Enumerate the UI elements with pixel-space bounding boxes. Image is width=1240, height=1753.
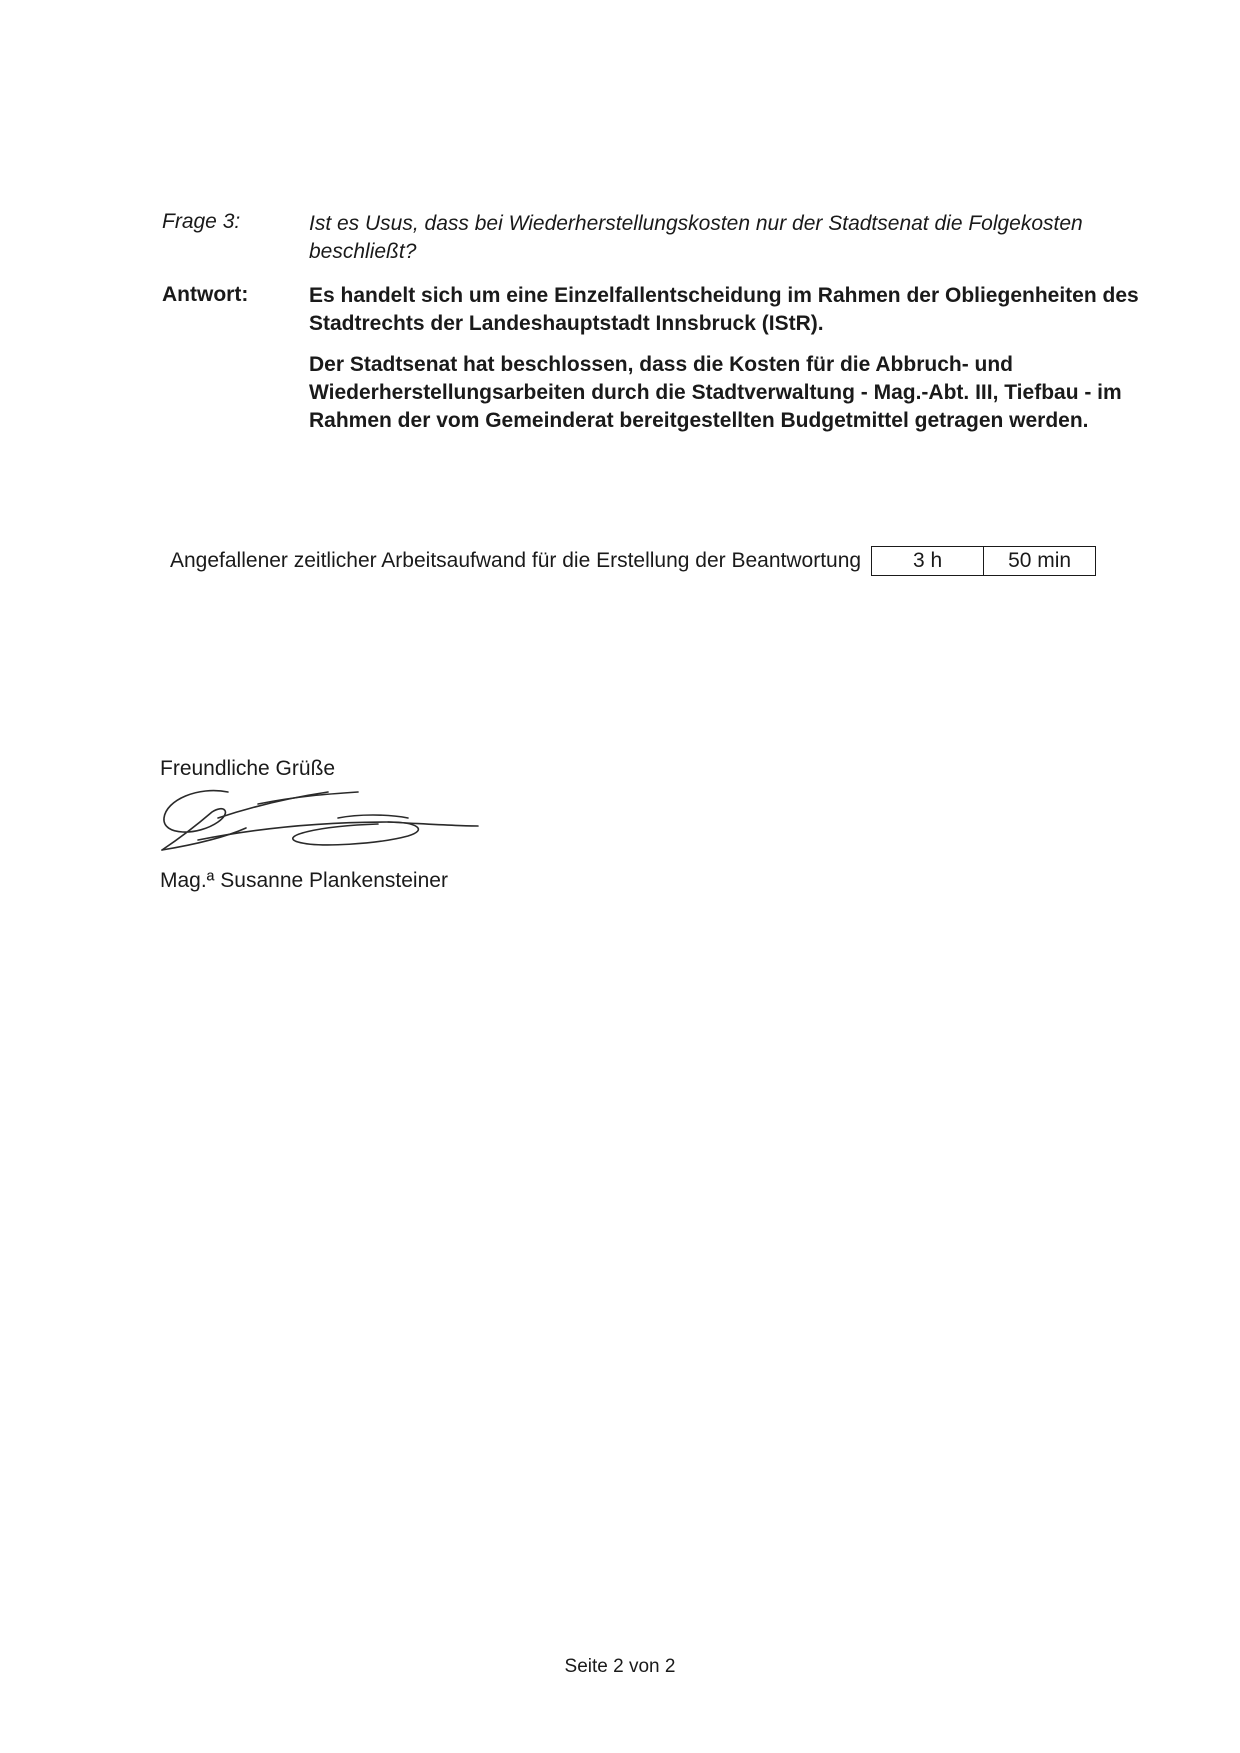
effort-minutes: 50 min: [1008, 549, 1072, 572]
greeting: Freundliche Grüße: [160, 757, 336, 780]
effort-row: [170, 546, 1096, 576]
signer-name: Mag.ª Susanne Plankensteiner: [160, 869, 448, 892]
answer-label: Antwort:: [162, 283, 249, 306]
effort-hours: 3 h: [872, 547, 984, 575]
answer-paragraph-1: Es handelt sich um eine Einzelfallentscheidung im Rahmen der Obliegenheiten des Stadtrechts der Landeshauptstadt Innsbruck (IStR).: [309, 284, 1139, 335]
effort-label: Angefallener zeitlicher Arbeitsaufwand für die Erstellung der Beantwortung: [170, 549, 862, 572]
question-label: Frage 3:: [162, 210, 241, 233]
answer-paragraph-2: Der Stadtsenat hat beschlossen, dass die Kosten für die Abbruch- und Wiederherstellungsarbeiten durch die Stadtverwaltung - Mag.-Abt. III, Tiefbau - im Rahmen der vom Gemeinderat bereitgestellten Budgetmittel getragen werden.: [309, 353, 1122, 432]
effort-box: [871, 546, 1096, 576]
page-number: Seite 2 von 2: [564, 1656, 676, 1677]
question-text: Ist es Usus, dass bei Wiederherstellungskosten nur der Stadtsenat die Folgekosten beschließt?: [309, 212, 1083, 263]
signature-image: [158, 778, 518, 858]
